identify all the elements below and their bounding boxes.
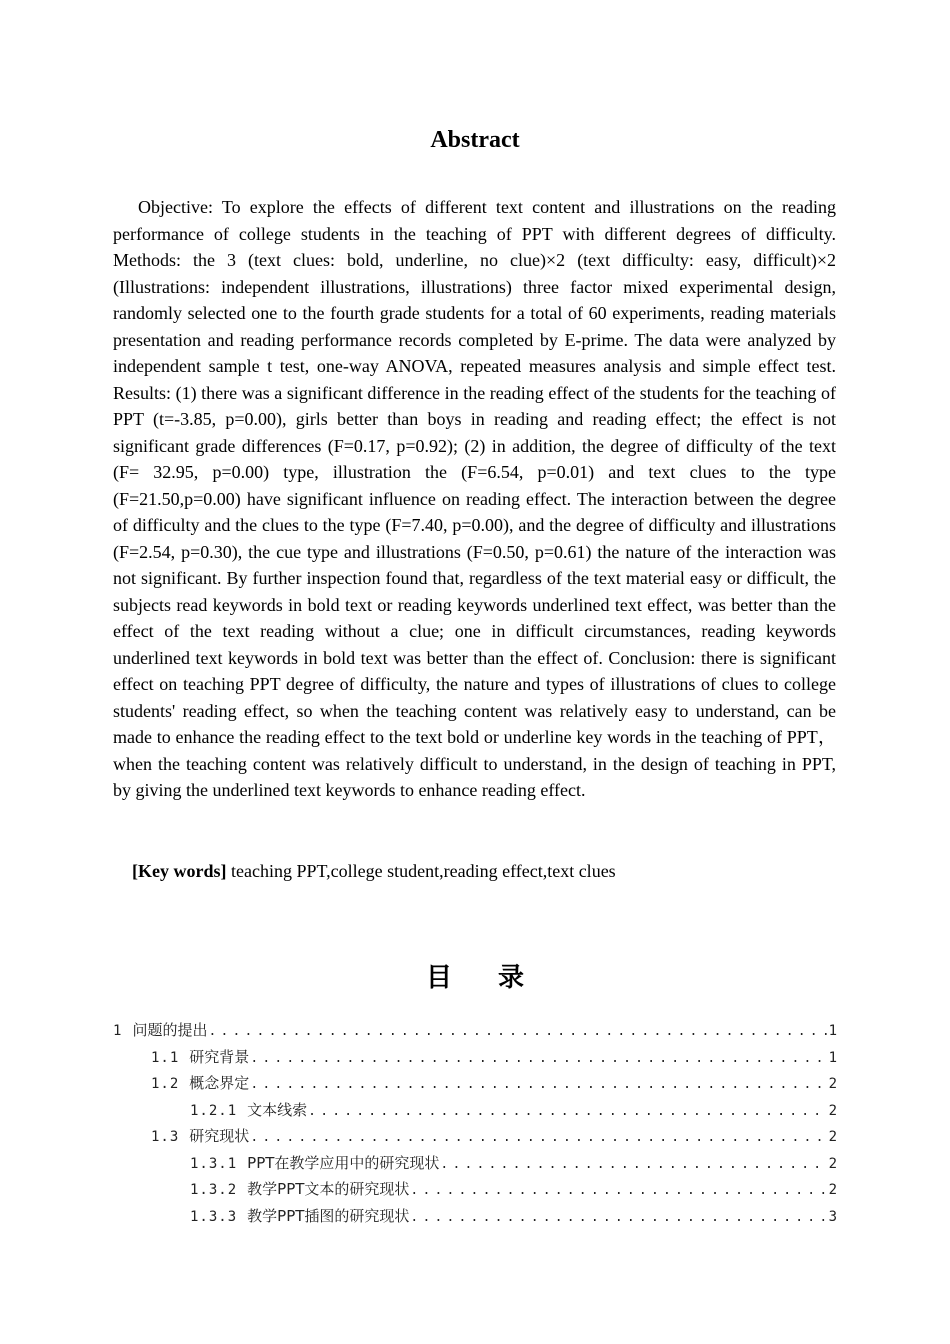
toc-entry-title: 教学PPT插图的研究现状 xyxy=(247,1206,410,1225)
toc-entry-title: PPT在教学应用中的研究现状 xyxy=(247,1153,440,1172)
toc-entry[interactable] xyxy=(113,1097,837,1124)
keywords-line xyxy=(132,858,836,884)
toc-entry[interactable] xyxy=(113,1123,837,1150)
toc-entry[interactable] xyxy=(113,1044,837,1071)
toc-leader-dots xyxy=(250,1046,826,1073)
toc-entry[interactable] xyxy=(113,1176,837,1203)
toc-entry-title: 问题的提出 xyxy=(132,1021,208,1039)
toc-leader-dots xyxy=(410,1178,826,1205)
toc-leader-dots xyxy=(410,1205,826,1232)
toc-entry-title: 文本线索 xyxy=(247,1100,308,1119)
toc-entry-page: 2 xyxy=(828,1076,837,1092)
keywords-label: [Key words] xyxy=(132,861,227,881)
toc-entry-number: 1 xyxy=(113,1023,123,1039)
toc-leader-dots xyxy=(250,1072,826,1099)
toc-leader-dots xyxy=(308,1099,826,1126)
toc-leader-dots xyxy=(440,1152,826,1179)
toc-entry-page: 1 xyxy=(828,1049,837,1066)
toc-entry-page: 2 xyxy=(828,1182,837,1198)
toc-entry-page: 1 xyxy=(828,1023,837,1039)
toc-entry-page: 2 xyxy=(828,1155,837,1172)
toc-entry[interactable] xyxy=(113,1150,837,1177)
toc-entry-page: 2 xyxy=(828,1102,837,1119)
toc-entry-number: 1.3 xyxy=(151,1129,180,1145)
toc-entry[interactable] xyxy=(113,1203,837,1230)
toc-entry-number: 1.2.1 xyxy=(190,1102,238,1119)
toc-entry-number: 1.3.3 xyxy=(190,1208,238,1225)
toc-entry[interactable] xyxy=(113,1070,837,1097)
toc-entry-page: 2 xyxy=(828,1129,837,1145)
toc-list xyxy=(113,1017,837,1229)
toc-leader-dots xyxy=(250,1125,826,1152)
toc-entry-title: 研究背景 xyxy=(189,1047,250,1066)
toc-title-left: 目 xyxy=(425,963,452,993)
keywords-text: teaching PPT,college student,reading effect,text clues xyxy=(226,861,616,881)
toc-entry-number: 1.2 xyxy=(151,1076,180,1092)
toc-title-right: 录 xyxy=(498,963,525,993)
toc-entry-title: 概念界定 xyxy=(189,1074,250,1092)
toc-entry-number: 1.1 xyxy=(151,1049,180,1066)
toc-leader-dots xyxy=(208,1019,826,1046)
toc-entry[interactable] xyxy=(113,1017,837,1044)
toc-entry-number: 1.3.1 xyxy=(190,1155,238,1172)
toc-entry-page: 3 xyxy=(828,1208,837,1225)
toc-title xyxy=(0,958,950,998)
abstract-body: Objective: To explore the effects of different text content and illustrations on the reading performance of college students in the teaching of PPT with different degrees of difficulty. Methods: the 3 (text clues: bold, underline, no clue)×2 (text difficulty: easy, difficult)×2 (Illustrations: independent illustrations, illustrations) three factor mixed experimental design, randomly selected one to the fourth grade students for a total of 60 experiments, reading materials presentation and reading performance records completed by E-prime. The data were analyzed by independent sample t test, one-way ANOVA, repeated measures analysis and simple effect test. Results: (1) there was a significant difference in the reading effect of the students for the teaching of PPT (t=-3.85, p=0.00), girls better than boys in reading and reading effect; the effect is not significant grade differences (F=0.17, p=0.92); (2) in addition, the degree of difficulty of the text (F= 32.95, p=0.00) type, illustration the (F=6.54, p=0.01) and text clues to the type (F=21.50,p=0.00) have significant influence on reading effect. The interaction between the degree of difficulty and the clues to the type (F=7.40, p=0.00), and the degree of difficulty and illustrations (F=2.54, p=0.30), the cue type and illustrations (F=0.50, p=0.61) the nature of the interaction was not significant. By further inspection found that, regardless of the text material easy or difficult, the subjects read keywords in bold text or reading keywords underlined text effect, was better than the effect of the text reading without a clue; one in difficult circumstances, reading keywords underlined text keywords in bold text was better than the effect of. Conclusion: there is significant effect on teaching PPT degree of difficulty, the nature and types of illustrations of clues to college students' reading effect, so when the teaching content was relatively easy to understand, can be made to enhance the reading effect to the text bold or underline key words in the teaching of PPT，when the teaching content was relatively difficult to understand, in the design of teaching in PPT, by giving the underlined text keywords to enhance reading effect. xyxy=(113,197,836,800)
abstract-title: Abstract xyxy=(430,127,520,153)
toc-entry-title: 教学PPT文本的研究现状 xyxy=(247,1180,410,1198)
toc-entry-number: 1.3.2 xyxy=(190,1182,238,1198)
toc-entry-title: 研究现状 xyxy=(189,1127,250,1145)
